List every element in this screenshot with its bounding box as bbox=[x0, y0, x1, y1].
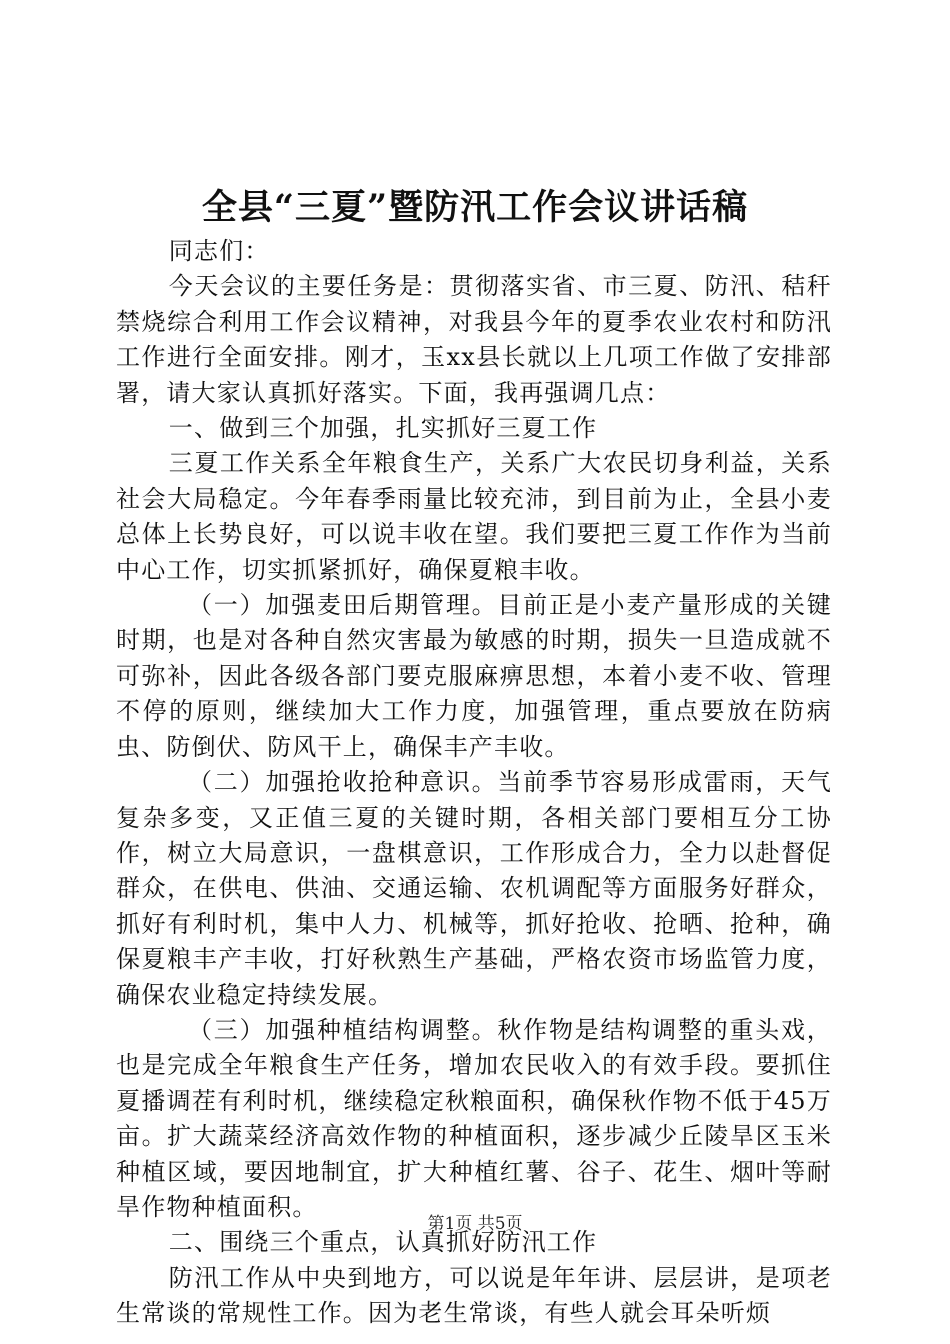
document-title: 全县“三夏”暨防汛工作会议讲话稿 bbox=[201, 187, 749, 228]
document-body bbox=[116, 234, 832, 1332]
salutation: 同志们： bbox=[168, 237, 270, 265]
paragraph-item-2: （二）加强抢收抢种意识。当前季节容易形成雷雨，天气复杂多变，又正值三夏的关键时期，各相关部门要相互分工协作，树立大局意识，一盘棋意识，工作形成合力，全力以赴督促群众，在供电、供油、交通运输、农机调配等方面服务好群众，抓好有利时机，集中人力、机械等，抓好抢收、抢晒、抢种，确保夏粮丰产丰收，打好秋熟生产基础，严格农资市场监管力度，确保农业稳定持续发展。 bbox=[116, 768, 832, 1009]
paragraph-section-2: 防汛工作从中央到地方，可以说是年年讲、层层讲，是项老生常谈的常规性工作。因为老生常谈，有些人就会耳朵听烦 bbox=[116, 1263, 832, 1328]
paragraph-item-3: （三）加强种植结构调整。秋作物是结构调整的重头戏，也是完成全年粮食生产任务，增加农民收入的有效手段。要抓住夏播调茬有利时机，继续稳定秋粮面积，确保秋作物不低于45万亩。扩大蔬菜经济高效作物的种植面积，逐步减少丘陵旱区玉米种植区域，要因地制宜，扩大种植红薯、谷子、花生、烟叶等耐旱作物种植面积。 bbox=[116, 1015, 832, 1221]
section-heading-2: 二、围绕三个重点，认真抓好防汛工作 bbox=[168, 1228, 598, 1257]
section-heading-1: 一、做到三个加强，扎实抓好三夏工作 bbox=[168, 414, 598, 443]
paragraph-item-1: （一）加强麦田后期管理。目前正是小麦产量形成的关键时期，也是对各种自然灾害最为敏感的时期，损失一旦造成就不可弥补，因此各级各部门要克服麻痹思想，本着小麦不收、管理不停的原则，继续加大工作力度，加强管理，重点要放在防病虫、防倒伏、防风干上，确保丰产丰收。 bbox=[116, 591, 832, 761]
page-number-footer: 第1页 共5页 bbox=[427, 1214, 523, 1234]
paragraph-section-1: 三夏工作关系全年粮食生产，关系广大农民切身利益，关系社会大局稳定。今年春季雨量比较充沛，到目前为止，全县小麦总体上长势良好，可以说丰收在望。我们要把三夏工作作为当前中心工作，切实抓紧抓好，确保夏粮丰收。 bbox=[116, 449, 832, 584]
paragraph-intro: 今天会议的主要任务是：贯彻落实省、市三夏、防汛、秸秆禁烧综合利用工作会议精神，对我县今年的夏季农业农村和防汛工作进行全面安排。刚才，玉xx县长就以上几项工作做了安排部署，请大家认真抓好落实。下面，我再强调几点： bbox=[116, 272, 832, 407]
